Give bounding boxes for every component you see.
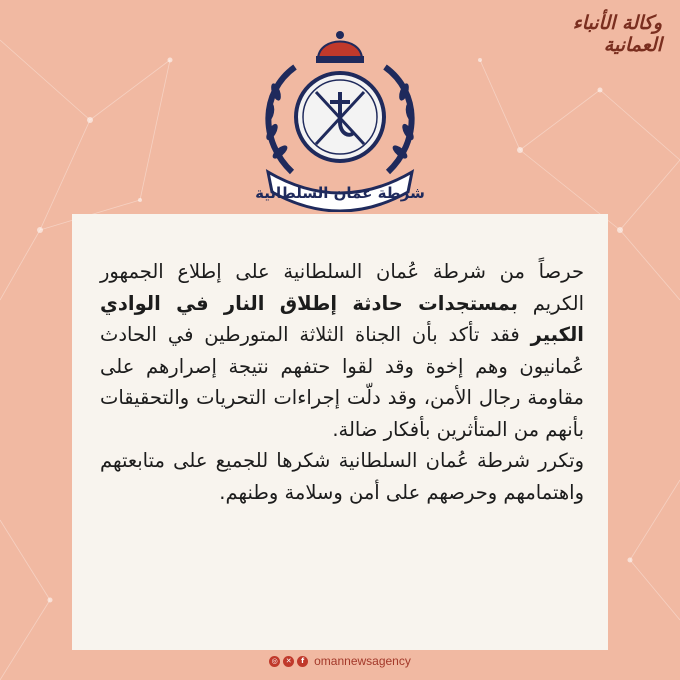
statement-text	[100, 256, 584, 508]
statement-para1-part-c: فقد تأكد بأن الجناة الثلاثة المتورطين في الحادث عُمانيون وهم إخوة وقد لقوا حتفهم نتيجة إصرارهم على مقاومة رجال الأمن، وقد دلّت إجراءات التحريات والتحقيقات بأنهم من المتأثرين بأفكار ضالة.	[100, 323, 584, 441]
instagram-icon[interactable]: ◎	[269, 656, 280, 667]
statement-paragraph-2: وتكرر شرطة عُمان السلطانية شكرها للجميع على متابعتهم واهتمامهم وحرصهم على أمن وسلامة وطنهم.	[100, 449, 584, 504]
statement-para1-part-a: حرصاً من شرطة عُمان السلطانية على إطلاع الجمهور الكريم	[100, 260, 584, 315]
agency-logo	[512, 12, 662, 56]
royal-oman-police-emblem	[250, 22, 430, 212]
statement-para1-bold: بمستجدات حادثة إطلاق النار في الوادي الكبير	[100, 291, 584, 346]
crown-icon	[316, 31, 364, 63]
footer	[0, 652, 680, 670]
emblem-banner	[255, 172, 425, 211]
facebook-icon[interactable]: f	[297, 656, 308, 667]
statement-paragraph-1	[100, 256, 584, 445]
social-handle[interactable]: omannewsagency	[314, 654, 411, 668]
x-icon[interactable]: ✕	[283, 656, 294, 667]
agency-logo-text: وكالة الأنباء العمانية	[572, 12, 662, 56]
emblem-banner-text: شرطة عمان السلطانية	[255, 184, 425, 202]
